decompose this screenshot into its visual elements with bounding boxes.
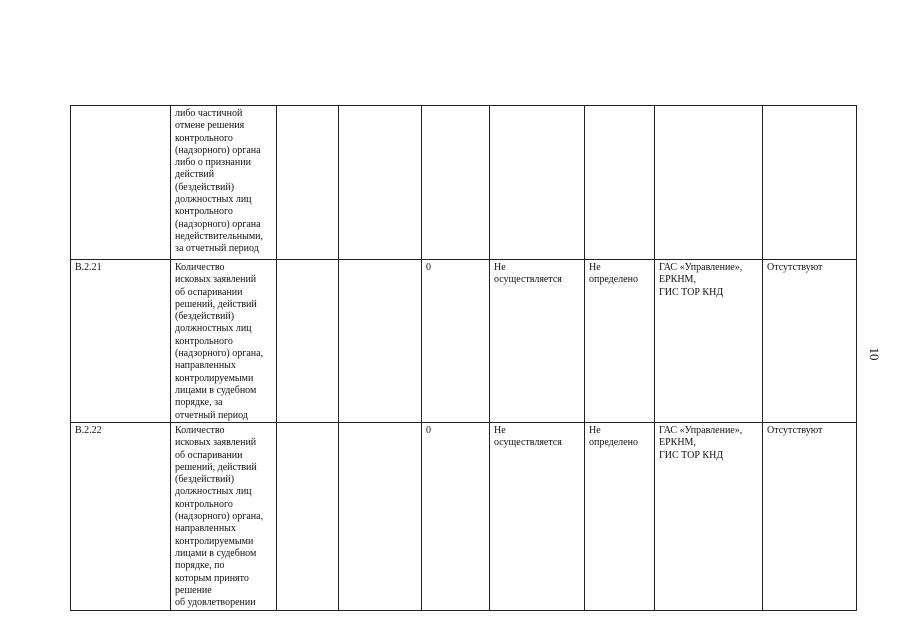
cell-code: В.2.21: [71, 260, 171, 423]
cell-sources: ГАС «Управление», ЕРКНМ, ГИС ТОР КНД: [655, 423, 763, 611]
cell-code: [71, 106, 171, 260]
cell-col9: Отсутствуют: [763, 423, 857, 611]
cell-col4: [339, 423, 422, 611]
cell-col4: [339, 260, 422, 423]
cell-col3: [277, 423, 339, 611]
cell-col7: Не определено: [585, 423, 655, 611]
table-row: [71, 106, 857, 260]
cell-code: В.2.22: [71, 423, 171, 611]
cell-indicator-name: Количество исковых заявлений об оспаривании решений, действий (бездействий) должностных лиц контрольного (надзорного) органа, направленных контролируемыми лицами в судебном порядке, по которым принято решение об удовлетворении: [171, 423, 277, 611]
cell-col9: [763, 106, 857, 260]
cell-value: [422, 106, 490, 260]
cell-col7: Не определено: [585, 260, 655, 423]
cell-col3: [277, 106, 339, 260]
cell-col6: [490, 106, 585, 260]
cell-col9: Отсутствуют: [763, 260, 857, 423]
indicators-table: [70, 105, 857, 611]
table-row: [71, 260, 857, 423]
cell-value: 0: [422, 260, 490, 423]
cell-sources: [655, 106, 763, 260]
cell-value: 0: [422, 423, 490, 611]
cell-col7: [585, 106, 655, 260]
cell-indicator-name: либо частичной отмене решения контрольного (надзорного) органа либо о признании действий (бездействий) должностных лиц контрольного (надзорного) органа недействительными, за отчетный период: [171, 106, 277, 260]
cell-col6: Не осуществляется: [490, 423, 585, 611]
cell-indicator-name: Количество исковых заявлений об оспаривании решений, действий (бездействий) должностных лиц контрольного (надзорного) органа, направленных контролируемыми лицами в судебном порядке, за отчетный период: [171, 260, 277, 423]
cell-col3: [277, 260, 339, 423]
cell-col6: Не осуществляется: [490, 260, 585, 423]
cell-col4: [339, 106, 422, 260]
table-row: [71, 423, 857, 611]
cell-sources: ГАС «Управление», ЕРКНМ, ГИС ТОР КНД: [655, 260, 763, 423]
page-number: 10: [867, 347, 882, 361]
